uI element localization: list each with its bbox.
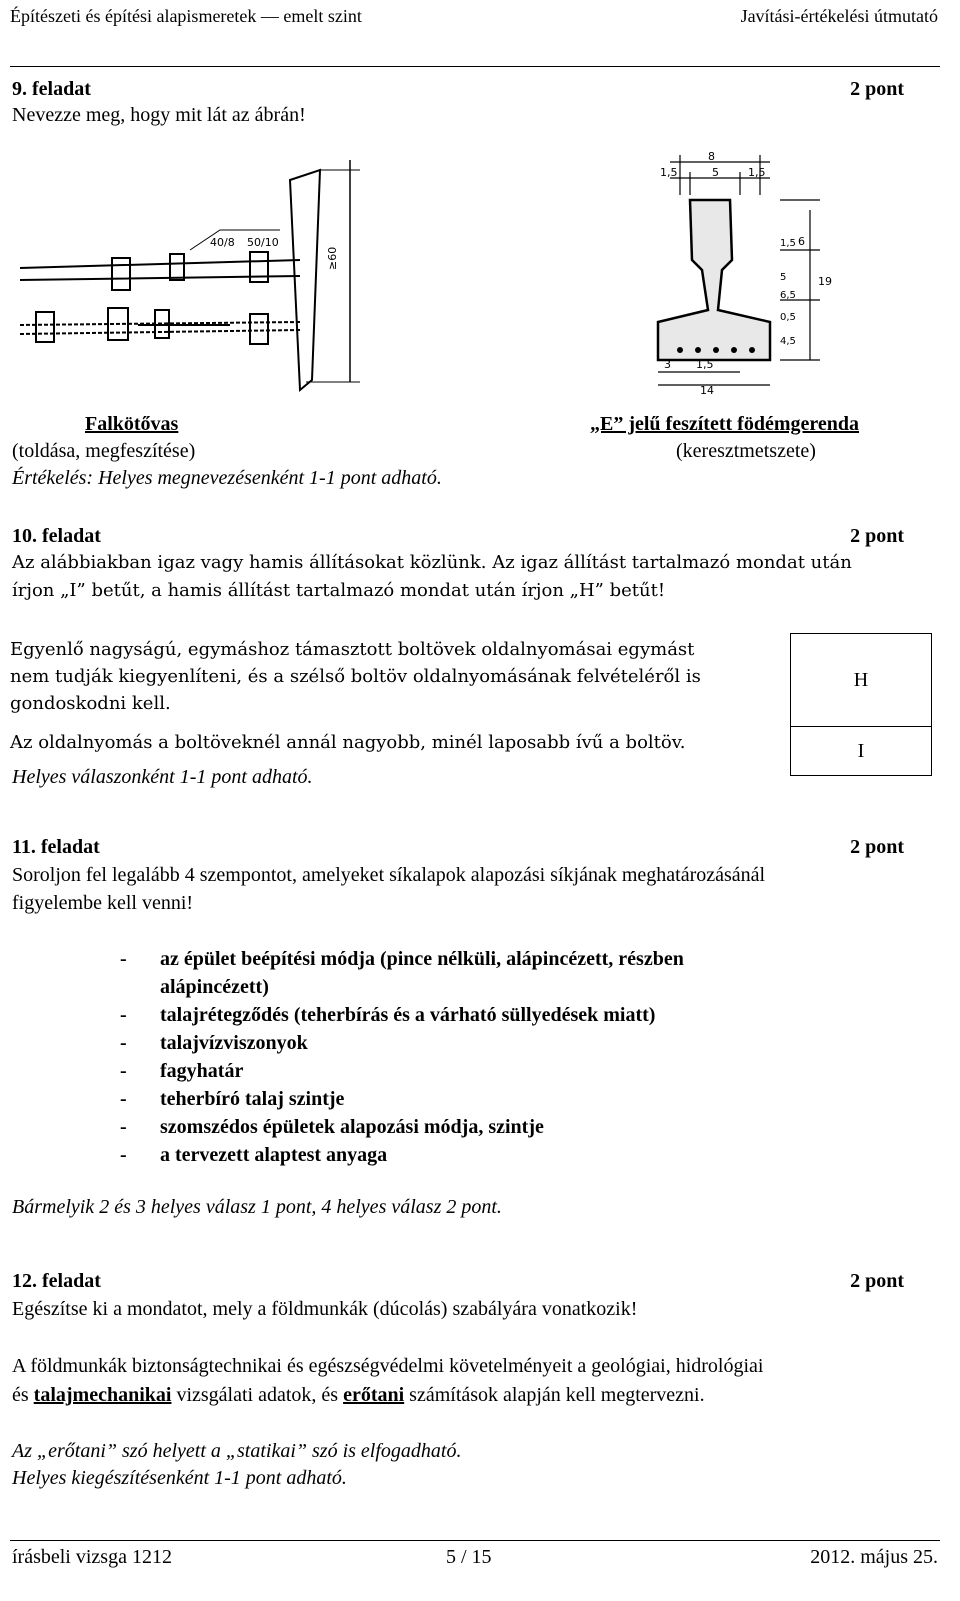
task11-grading: Bármelyik 2 és 3 helyes válasz 1 pont, 4 helyes válasz 2 pont.	[12, 1196, 502, 1218]
footer-page: 5 / 15	[446, 1546, 492, 1568]
header-left: Építészeti és építési alapismeretek — emelt szint	[10, 6, 362, 26]
task10-points: 2 pont	[850, 525, 904, 547]
wall-tie-figure	[20, 150, 400, 400]
beam-dim-6-5-r: 6,5	[780, 290, 796, 301]
task11-question-2: figyelembe kell venni!	[12, 892, 194, 914]
task11-question-1: Soroljon fel legalább 4 szempontot, amelyeket síkalapok alapozási síkjának meghatározásánál	[12, 864, 766, 886]
task12-sentence-1: A földmunkák biztonságtechnikai és egészségvédelmi követelményeit a geológiai, hidrológiai	[12, 1355, 764, 1377]
list-item: - talajvízviszonyok	[120, 1032, 308, 1054]
task10-grading: Helyes válaszonként 1-1 pont adható.	[12, 766, 313, 788]
fig-right-sub: (keresztmetszete)	[676, 440, 816, 462]
beam-dim-14: 14	[700, 384, 714, 395]
task9-question: Nevezze meg, hogy mit lát az ábrán!	[12, 104, 306, 126]
list-item: - az épület beépítési módja (pince nélküli, alápincézett, részben	[120, 948, 684, 970]
statement-1-line-3: gondoskodni kell.	[10, 692, 171, 714]
sentence-part: és	[12, 1384, 34, 1406]
wall-tie-label-50-10: 50/10	[247, 236, 279, 249]
beam-section-figure	[640, 150, 840, 395]
list-item-continued: alápincézett)	[160, 976, 269, 998]
task9-grading: Értékelés: Helyes megnevezésenként 1-1 pont adható.	[12, 467, 442, 489]
fig-right-caption: „E” jelű feszített födémgerenda	[590, 413, 860, 435]
task11-title: 11. feladat	[12, 836, 100, 858]
footer-left: írásbeli vizsga 1212	[12, 1546, 172, 1568]
list-item: - teherbíró talaj szintje	[120, 1088, 345, 1110]
header-right: Javítási-értékelési útmutató	[740, 6, 938, 26]
task12-grading: Helyes kiegészítésenként 1-1 pont adható.	[12, 1467, 347, 1489]
statement-1-line-2: nem tudják kiegyenlíteni, és a szélső boltöv oldalnyomásának felvételéről is	[10, 665, 701, 687]
beam-dim-1-5-bottom: 1,5	[696, 358, 714, 371]
beam-dim-1-5-left: 1,5	[660, 166, 678, 179]
list-item: - fagyhatár	[120, 1060, 244, 1082]
beam-dim-5: 5	[712, 166, 719, 179]
statement-1-line-1: Egyenlő nagyságú, egymáshoz támasztott boltövek oldalnyomásai egymást	[10, 638, 695, 660]
task12-note: Az „erőtani” szó helyett a „statikai” szó is elfogadható.	[12, 1440, 462, 1462]
beam-dim-19: 19	[818, 275, 832, 288]
filled-word-2: erőtani	[343, 1384, 405, 1406]
beam-dim-1-5-right: 1,5	[748, 166, 766, 179]
footer-rule	[10, 1540, 940, 1541]
task10-intro-2: írjon „I” betűt, a hamis állítást tartalmazó mondat után írjon „H” betűt!	[12, 580, 666, 601]
list-item: - a tervezett alaptest anyaga	[120, 1144, 388, 1166]
task10-intro-1: Az alábbiakban igaz vagy hamis állításokat közlünk. Az igaz állítást tartalmazó mondat után	[12, 552, 852, 573]
beam-dim-4-5-r: 4,5	[780, 336, 796, 347]
task12-points: 2 pont	[850, 1270, 904, 1292]
task10-title: 10. feladat	[12, 525, 101, 547]
filled-word-1: talajmechanikai	[33, 1384, 172, 1406]
sentence-part: számítások alapján kell megtervezni.	[404, 1384, 705, 1406]
task12-sentence-2	[12, 1384, 705, 1407]
statement-1	[10, 634, 791, 727]
list-item: - talajrétegződés (teherbírás és a várható süllyedések miatt)	[120, 1004, 656, 1026]
task9-points: 2 pont	[850, 78, 904, 100]
beam-dim-3: 3	[664, 358, 671, 371]
answer-1: H	[791, 634, 932, 727]
wall-tie-label-60: ≥60	[326, 246, 339, 270]
beam-dim-6: 6	[798, 235, 805, 248]
beam-dim-0-5-r: 0,5	[780, 312, 796, 323]
beam-dim-8: 8	[708, 150, 715, 163]
task9-title: 9. feladat	[12, 78, 91, 100]
sentence-part: vizsgálati adatok, és	[171, 1384, 344, 1406]
beam-dim-5-r: 5	[780, 272, 787, 283]
task12-title: 12. feladat	[12, 1270, 101, 1292]
fig-left-sub: (toldása, megfeszítése)	[12, 440, 196, 462]
true-false-table	[10, 633, 932, 776]
task12-question: Egészítse ki a mondatot, mely a földmunkák (dúcolás) szabályára vonatkozik!	[12, 1298, 638, 1320]
task11-points: 2 pont	[850, 836, 904, 858]
wall-tie-label-40-8: 40/8	[210, 236, 235, 249]
list-item: - szomszédos épületek alapozási módja, szintje	[120, 1116, 544, 1138]
header-rule	[10, 66, 940, 67]
answer-2: I	[791, 727, 932, 776]
footer-right: 2012. május 25.	[810, 1546, 938, 1568]
statement-2-line-1: Az oldalnyomás a boltöveknél annál nagyobb, minél laposabb ívű a boltöv.	[10, 731, 686, 753]
beam-dim-1-5-r: 1,5	[780, 238, 796, 249]
fig-left-caption: Falkötővas	[85, 413, 179, 435]
